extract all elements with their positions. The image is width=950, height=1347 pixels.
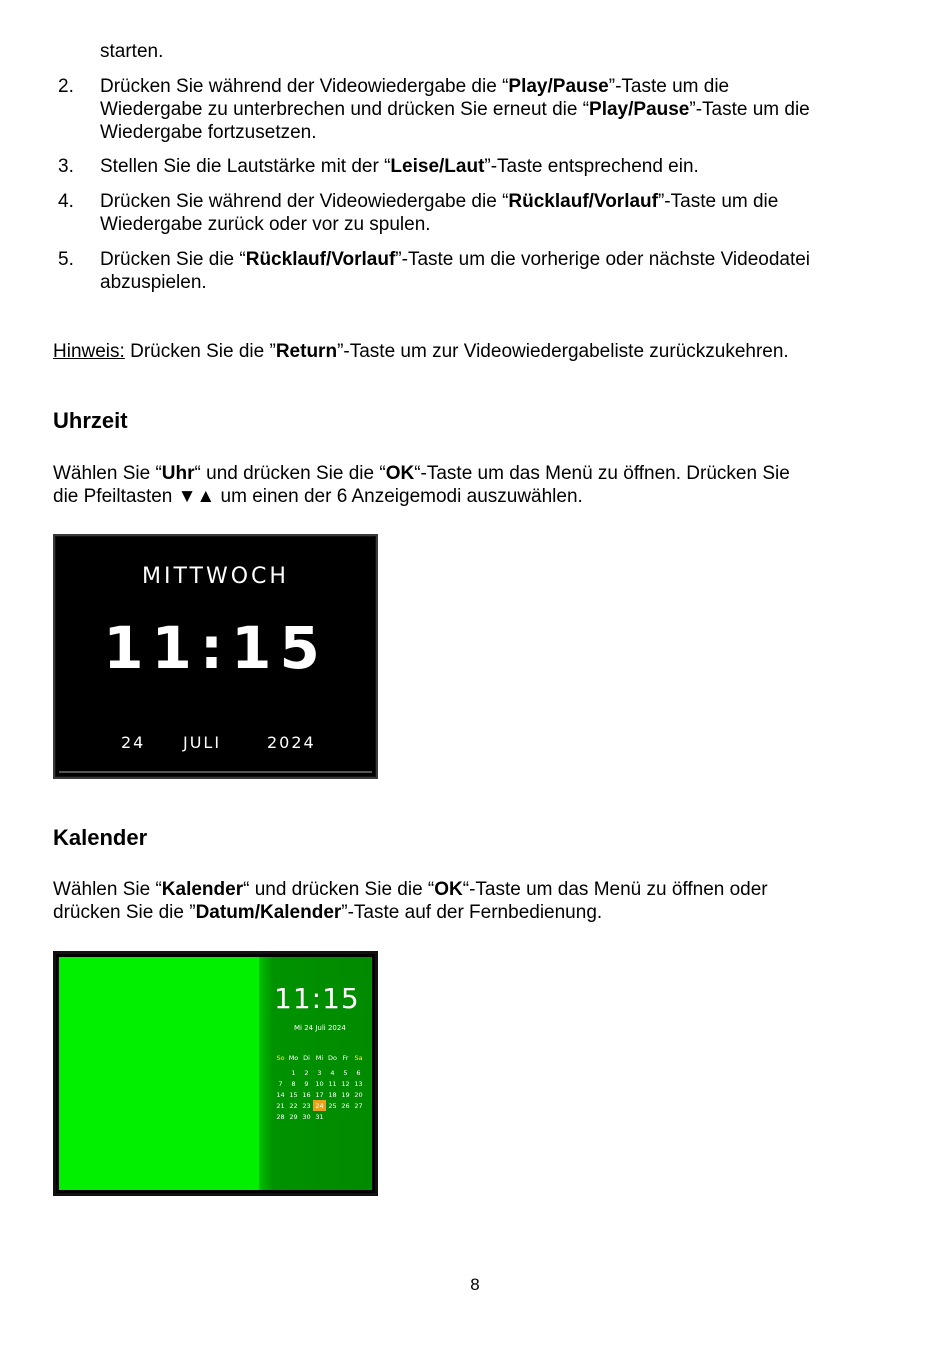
- list-item-2-line-1: Drücken Sie während der Videowiedergabe die “Play/Pause”-Taste um die: [100, 76, 730, 97]
- key-ruecklauf-vorlauf: Rücklauf/Vorlauf: [245, 249, 396, 270]
- kalender-paragraph-line-1: Wählen Sie “Kalender“ und drücken Sie die “OK“-Taste um das Menü zu öffnen oder: [53, 879, 768, 900]
- list-number-5: 5.: [58, 249, 74, 270]
- note-paragraph: Hinweis: Drücken Sie die ”Return”-Taste um zur Videowiedergabeliste zurückzukehren.: [53, 341, 789, 362]
- list-number-4: 4.: [58, 191, 74, 212]
- calendar-day: 6: [356, 1068, 361, 1077]
- weekday-header: Do: [328, 1053, 337, 1062]
- calendar-day: 8: [291, 1079, 296, 1088]
- calendar-day: 26: [341, 1101, 350, 1110]
- list-item-2-line-3: Wiedergabe fortzusetzen.: [100, 122, 317, 143]
- calendar-day: 11: [328, 1079, 337, 1088]
- calendar-display-image: [53, 951, 378, 1196]
- calendar-day: 20: [354, 1090, 363, 1099]
- list-item-5-line-2: abzuspielen.: [100, 272, 207, 293]
- clock-weekday: MITTWOCH: [142, 564, 289, 589]
- list-item-3: Stellen Sie die Lautstärke mit der “Leise/Laut”-Taste entsprechend ein.: [100, 156, 699, 177]
- key-play-pause: Play/Pause: [589, 99, 690, 120]
- calendar-day: 12: [341, 1079, 350, 1088]
- calendar-day: 2: [304, 1068, 309, 1077]
- clock-year: 2024: [267, 733, 316, 752]
- weekday-header: Mo: [288, 1053, 299, 1062]
- list-item-4-line-2: Wiedergabe zurück oder vor zu spulen.: [100, 214, 431, 235]
- clock-frame-strip: [59, 771, 372, 773]
- calendar-day: 25: [328, 1101, 337, 1110]
- list-item-1-continuation: starten.: [100, 41, 164, 62]
- calendar-day: 30: [302, 1112, 311, 1121]
- uhrzeit-paragraph-line-2: die Pfeiltasten ▼▲ um einen der 6 Anzeigemodi auszuwählen.: [53, 486, 583, 507]
- calendar-day: 4: [330, 1068, 335, 1077]
- calendar-day: 1: [291, 1068, 296, 1077]
- calendar-day: 7: [278, 1079, 283, 1088]
- calendar-day-today: 24: [313, 1100, 326, 1111]
- calendar-day: 28: [276, 1112, 285, 1121]
- list-item-4-line-1: Drücken Sie während der Videowiedergabe die “Rücklauf/Vorlauf”-Taste um die: [100, 191, 779, 212]
- calendar-date: Mi 24 Juli 2024: [294, 1024, 346, 1032]
- weekday-header: So: [276, 1053, 285, 1062]
- page-number: 8: [470, 1275, 480, 1294]
- calendar-day: 29: [289, 1112, 298, 1121]
- uhrzeit-paragraph-line-1: Wählen Sie “Uhr“ und drücken Sie die “OK“-Taste um das Menü zu öffnen. Drücken Sie: [53, 463, 790, 484]
- key-play-pause: Play/Pause: [508, 76, 609, 97]
- clock-time: 11:15: [103, 614, 328, 682]
- calendar-day: 14: [276, 1090, 285, 1099]
- calendar-day: 16: [302, 1090, 311, 1099]
- weekday-header: Mi: [315, 1053, 324, 1062]
- list-item-2-line-2: Wiedergabe zu unterbrechen und drücken Sie erneut die “Play/Pause”-Taste um die: [100, 99, 810, 120]
- calendar-day: 19: [341, 1090, 350, 1099]
- key-return: Return: [275, 341, 338, 362]
- calendar-day: 22: [289, 1101, 298, 1110]
- key-ruecklauf-vorlauf: Rücklauf/Vorlauf: [508, 191, 658, 212]
- calendar-day: 21: [276, 1101, 285, 1110]
- kalender-paragraph-line-2: drücken Sie die ”Datum/Kalender”-Taste auf der Fernbedienung.: [53, 902, 603, 923]
- calendar-day: 23: [302, 1101, 311, 1110]
- clock-display-image: [53, 534, 378, 779]
- calendar-day: 10: [315, 1079, 324, 1088]
- key-leise-laut: Leise/Laut: [390, 156, 485, 177]
- calendar-day: 5: [343, 1068, 348, 1077]
- weekday-header: Di: [303, 1053, 310, 1062]
- calendar-day: 27: [354, 1101, 363, 1110]
- calendar-day: 18: [328, 1090, 337, 1099]
- calendar-day: 17: [315, 1090, 324, 1099]
- calendar-day: 9: [304, 1079, 309, 1088]
- note-label: Hinweis:: [53, 341, 125, 362]
- weekday-header: Sa: [354, 1053, 363, 1062]
- calendar-time: 11:15: [274, 982, 360, 1015]
- calendar-day: 13: [354, 1079, 363, 1088]
- section-heading-uhrzeit: Uhrzeit: [53, 408, 128, 433]
- list-number-2: 2.: [58, 76, 74, 97]
- clock-day: 24: [121, 733, 146, 752]
- list-item-5-line-1: Drücken Sie die “Rücklauf/Vorlauf”-Taste um die vorherige oder nächste Videodatei: [100, 249, 811, 270]
- section-heading-kalender: Kalender: [53, 825, 148, 850]
- calendar-day: 3: [317, 1068, 322, 1077]
- clock-month: JULI: [183, 733, 222, 752]
- weekday-header: Fr: [342, 1053, 349, 1062]
- list-number-3: 3.: [58, 156, 74, 177]
- calendar-day: 31: [315, 1112, 324, 1121]
- calendar-day: 15: [289, 1090, 298, 1099]
- image-frame: [56, 954, 375, 1193]
